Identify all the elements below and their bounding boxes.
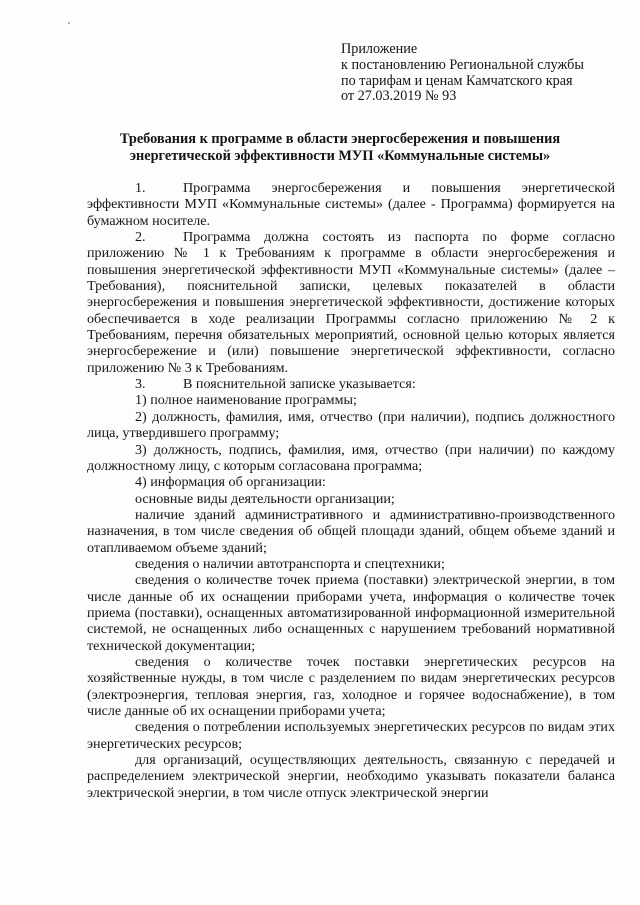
approval-header — [341, 42, 621, 105]
list-item: сведения о количестве точек приема (поставки) электрической энергии, в том числе данные об их оснащении приборами учета, информация о количестве точек приема (поставки), оснащенных автоматизированной информационной измерительной системой, не оснащенных либо оснащенных с нарушением требований нормативной технической документации; — [87, 572, 615, 654]
document-body — [87, 180, 615, 801]
header-line: Приложение — [341, 41, 418, 57]
list-item: 2) должность, фамилия, имя, отчество (при наличии), подпись должностного лица, утвердившего программу; — [87, 408, 615, 442]
document-title — [60, 131, 620, 165]
paragraph-number: 3. — [135, 376, 146, 393]
scan-speck — [68, 22, 70, 24]
paragraph-text: Программа энергосбережения и повышения энергетической эффективности МУП «Коммунальные системы» (далее - Программа) формируется на бумажном носителе. — [87, 180, 615, 229]
header-line: к постановлению Региональной службы — [341, 56, 584, 73]
title-line-2: энергетической эффективности МУП «Коммунальные системы» — [129, 148, 551, 164]
paragraph-text: Программа должна состоять из паспорта по форме согласно приложению № 1 к Требованиям к программе в области энергосбережения и повышения энергетической эффективности МУП «Коммунальные системы» (далее – Требования), пояснительной записки, целевых показателей в области энергосбережения и повышения энергетической эффективности, достижение которых обеспечивается в ходе реализации Программы согласно приложению № 2 к Требованиям, перечня обязательных мероприятий, основной целью которых является энергосбережение и (или) повышение энергетической эффективности, согласно приложению № 3 к Требованиям. — [87, 229, 615, 376]
paragraph-number: 1. — [135, 180, 146, 196]
list-item: для организаций, осуществляющих деятельность, связанную с передачей и распределением электрической энергии, необходимо указывать показатели баланса электрической энергии, в том числе отпуск электрической энергии — [87, 752, 615, 801]
paragraph-text: В пояснительной записке указывается: — [183, 376, 416, 393]
paragraph-1 — [87, 180, 615, 229]
list-item: 3) должность, подпись, фамилия, имя, отчество (при наличии) по каждому должностному лицу, с которым согласована программа; — [87, 441, 615, 474]
list-item: 1) полное наименование программы; — [135, 392, 357, 409]
list-item: наличие зданий административного и административно-производственного назначения, в том числе сведения об общей площади зданий, общем объеме зданий и отапливаемом объеме зданий; — [87, 506, 615, 556]
title-line-1: Требования к программе в области энергосбережения и повышения — [119, 131, 561, 147]
header-line: по тарифам и ценам Камчатского края — [341, 72, 573, 89]
paragraph-3 — [87, 376, 615, 392]
list-item: сведения о количестве точек поставки энергетических ресурсов на хозяйственные нужды, в том числе с разделением по видам энергетических ресурсов (электроэнергия, тепловая энергия, газ, холодное и горячее водоснабжение), в том числе данные об их оснащении приборами учета; — [87, 653, 615, 719]
header-line: от 27.03.2019 № 93 — [341, 88, 457, 105]
list-item: 4) информация об организации: — [135, 474, 326, 491]
paragraph-number: 2. — [135, 229, 146, 246]
paragraph-2 — [87, 229, 615, 376]
list-item: сведения о потреблении используемых энергетических ресурсов по видам этих энергетических ресурсов; — [87, 719, 615, 752]
list-item: сведения о наличии автотранспорта и спецтехники; — [135, 555, 445, 572]
list-item: основные виды деятельности организации; — [135, 490, 395, 507]
